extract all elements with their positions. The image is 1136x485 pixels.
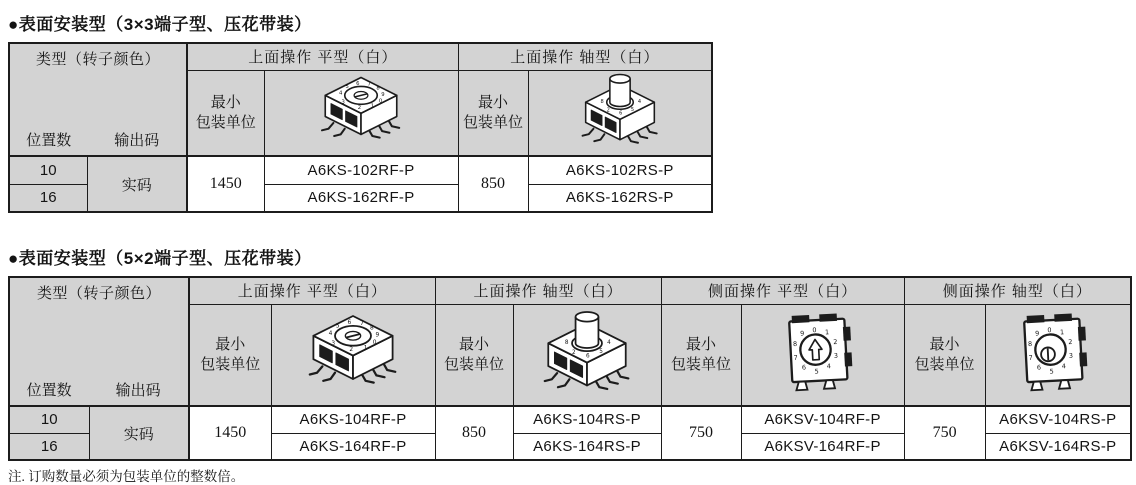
min-pack-label-line1: 最小: [215, 336, 246, 354]
rotary-switch-side-shaft-icon: [1019, 306, 1097, 398]
min-pack-label-line2: 包装单位: [200, 355, 261, 373]
min-pack-label-line1: 最小: [210, 94, 241, 112]
model-cell: A6KS-104RS-P: [513, 406, 661, 433]
positions-cell: 16: [9, 184, 87, 212]
model-cell: A6KSV-164RF-P: [741, 433, 904, 460]
positions-label: 位置数: [26, 132, 72, 149]
min-pack-qty-cell: 1450: [189, 406, 271, 460]
min-pack-label-line1: 最小: [478, 94, 509, 112]
group-header-top-shaft: 上面操作 轴型（白）: [435, 277, 661, 304]
model-cell: A6KS-162RF-P: [264, 184, 458, 212]
min-pack-label-line1: 最小: [686, 336, 717, 354]
model-cell: A6KS-104RF-P: [271, 406, 435, 433]
min-pack-header-cell: [187, 70, 264, 156]
min-pack-qty-cell: 1450: [187, 156, 264, 212]
output-code-label: 输出码: [115, 382, 161, 399]
product-illustration-cell: [985, 304, 1131, 406]
min-pack-header-cell: [189, 304, 271, 406]
positions-cell: 10: [9, 406, 89, 433]
min-pack-header-cell: [904, 304, 985, 406]
min-pack-label-line2: 包装单位: [463, 113, 524, 131]
min-pack-label-line2: 包装单位: [671, 355, 732, 373]
min-pack-qty-cell: 750: [904, 406, 985, 460]
group-header-top-flat: 上面操作 平型（白）: [189, 277, 435, 304]
product-illustration-cell: [513, 304, 661, 406]
rotary-switch-top-flat-icon: [299, 308, 407, 396]
group-header-side-flat: 侧面操作 平型（白）: [661, 277, 904, 304]
positions-cell: 10: [9, 156, 87, 184]
product-illustration-cell: [528, 70, 712, 156]
product-illustration-cell: [741, 304, 904, 406]
min-pack-header-cell: [435, 304, 513, 406]
rotary-switch-top-flat-icon: [308, 71, 414, 149]
min-pack-label-line1: 最小: [929, 336, 960, 354]
type-header-label: 类型（转子颜色）: [37, 285, 162, 302]
group-header-top-shaft: 上面操作 轴型（白）: [458, 43, 712, 70]
output-code-cell: 实码: [87, 156, 187, 212]
min-pack-qty-cell: 850: [458, 156, 528, 212]
type-header-label: 类型（转子颜色）: [36, 51, 161, 68]
rotary-switch-top-shaft-icon: [567, 71, 673, 149]
catalog-table-5x2: [8, 276, 1132, 461]
output-code-cell: 实码: [89, 406, 189, 460]
model-cell: A6KS-164RS-P: [513, 433, 661, 460]
catalog-table-3x3: [8, 42, 713, 213]
rotary-switch-side-flat-icon: [784, 306, 862, 398]
min-pack-label-line1: 最小: [459, 336, 490, 354]
output-code-label: 输出码: [114, 132, 160, 149]
rotary-switch-top-shaft-icon: [533, 308, 641, 396]
model-cell: A6KS-162RS-P: [528, 184, 712, 212]
min-pack-label-line2: 包装单位: [444, 355, 505, 373]
model-cell: A6KSV-104RF-P: [741, 406, 904, 433]
model-cell: A6KS-102RF-P: [264, 156, 458, 184]
model-cell: A6KSV-104RS-P: [985, 406, 1131, 433]
model-cell: A6KSV-164RS-P: [985, 433, 1131, 460]
group-header-top-flat: 上面操作 平型（白）: [187, 43, 458, 70]
model-cell: A6KS-164RF-P: [271, 433, 435, 460]
min-pack-header-cell: [458, 70, 528, 156]
min-pack-label-line2: 包装单位: [195, 113, 256, 131]
model-cell: A6KS-102RS-P: [528, 156, 712, 184]
section-title-3x3: ●表面安装型（3×3端子型、压花带装）: [8, 15, 312, 34]
min-pack-qty-cell: 750: [661, 406, 741, 460]
min-pack-header-cell: [661, 304, 741, 406]
section-title-5x2: ●表面安装型（5×2端子型、压花带装）: [8, 249, 312, 268]
min-pack-qty-cell: 850: [435, 406, 513, 460]
min-pack-label-line2: 包装单位: [914, 355, 975, 373]
footnote: 注. 订购数量必须为包装单位的整数倍。: [8, 469, 245, 484]
type-header-cell: [9, 277, 189, 406]
positions-label: 位置数: [26, 382, 72, 399]
type-header-cell: [9, 43, 187, 156]
product-illustration-cell: [271, 304, 435, 406]
product-illustration-cell: [264, 70, 458, 156]
group-header-side-shaft: 侧面操作 轴型（白）: [904, 277, 1131, 304]
positions-cell: 16: [9, 433, 89, 460]
